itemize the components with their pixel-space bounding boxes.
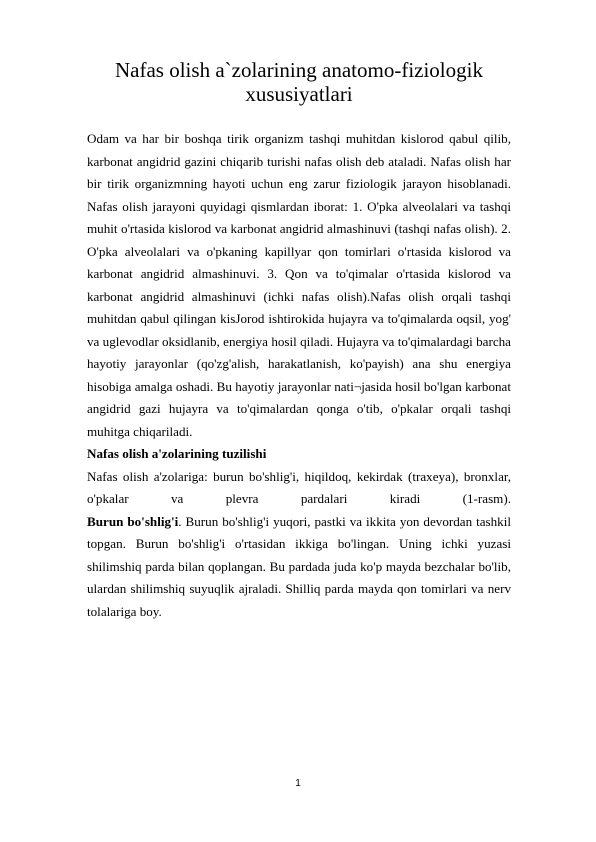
intro-paragraph: Odam va har bir boshqa tirik organizm tashqi muhitdan kislorod qabul qilib, karbonat angidrid gazini chiqarib turishi nafas olish deb ataladi. Nafas olish har bir tirik organizmning hayoti uchun eng zarur fiziologik jarayon hisoblanadi. Nafas olish jarayoni quyidagi qismlardan iborat: 1. O'pka alveolalari va tashqi muhit o'rtasida kislorod va karbonat angidrid almashinuvi (tashqi nafas olish). 2. O'pka alveolalari va o'pkaning kapillyar qon tomirlari o'rtasida kislorod va karbonat angidrid almashinuvi. 3. Qon va to'qimalar o'rtasida kislorod va karbonat angidrid almashinuvi (ichki nafas olish).Nafas olish orqali tashqi muhitdan qabul qilingan kisJorod ishtirokida hujayra va to'qimalarda oqsil, yog' va uglevodlar oksidlanib, energiya hosil qiladi. Hujayra va to'qimalardagi barcha hayotiy jarayonlar (qo'zg'alish, harakatlanish, ko'payish) ana shu energiya hisobiga amalga oshadi. Bu hayotiy jarayonlar nati¬jasida hosil bo'lgan karbonat angidrid gazi hujayra va to'qimalardan qonga o'tib, o'pkalar orqali tashqi muhitga chiqariladi.	[87, 131, 511, 439]
nasal-cavity-paragraph	[87, 511, 511, 624]
page-number: 1	[295, 778, 301, 789]
organs-list-paragraph: Nafas olish a'zolariga: burun bo'shlig'i, hiqildoq, kekirdak (traxeya), bronxlar, o'pkalar va plevra pardalari kiradi (1-rasm).	[87, 468, 511, 506]
section-heading: Nafas olish a'zolarining tuzilishi	[87, 446, 267, 461]
page-title: Nafas olish a`zolarining anatomo-fiziologik xususiyatlari	[115, 58, 483, 106]
document-body	[87, 128, 511, 623]
nasal-cavity-lead: Burun bo'shlig'i	[87, 513, 179, 529]
nasal-cavity-text: . Burun bo'shlig'i yuqori, pastki va ikkita yon devordan tashkil topgan. Burun bo'shlig'i o'rtasidan ikkiga bo'lingan. Uning ichki yuzasi shilimshiq parda bilan qoplangan. Bu pardada juda ko'p mayda bezchalar bo'lib, ulardan shilimshiq suyuqlik ajraladi. Shilliq parda mayda qon tomirlari va nerv tolalariga boy.	[87, 513, 511, 619]
